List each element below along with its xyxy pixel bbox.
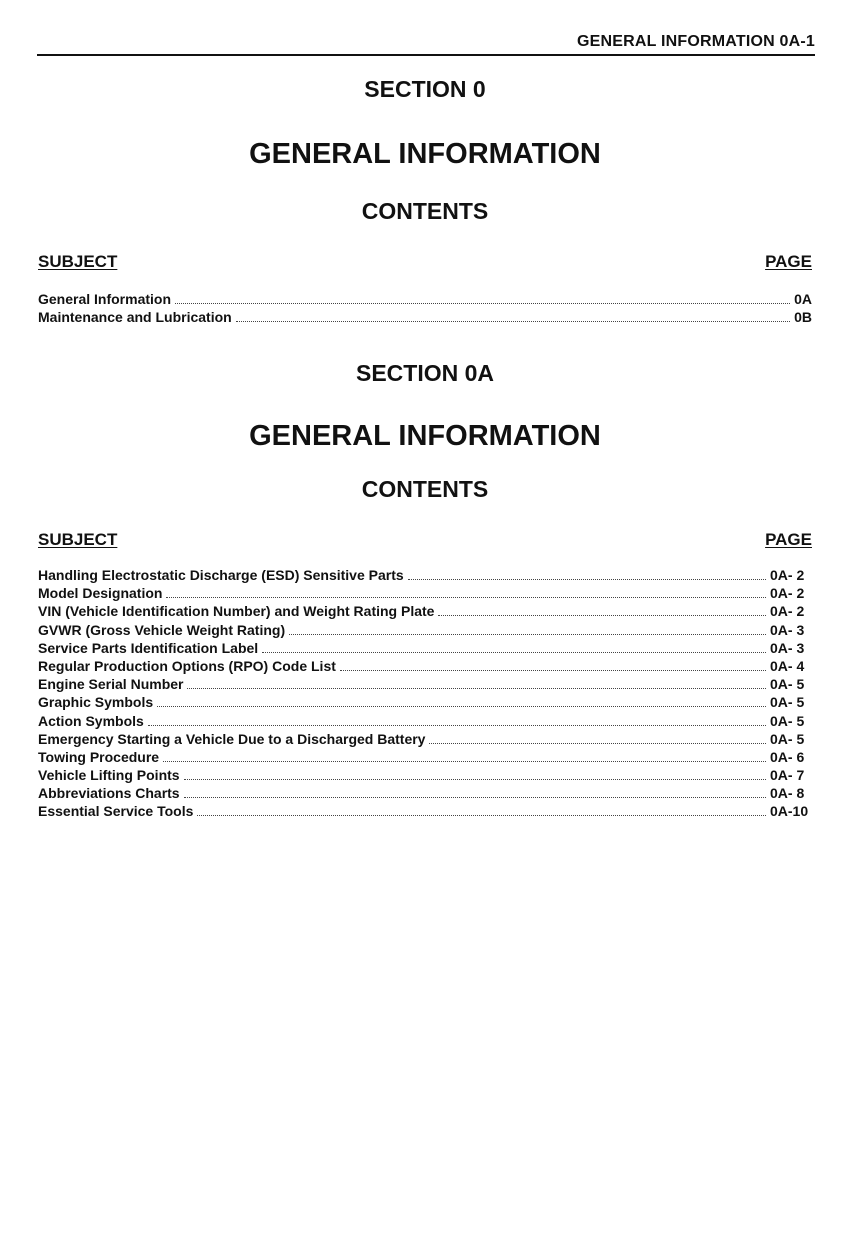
toc-entry-page: 0A- 2 xyxy=(770,603,805,620)
toc-entry-subject: Model Designation xyxy=(38,585,163,602)
toc-entry-page: 0A- 3 xyxy=(770,639,805,656)
toc-entry-page: 0A- 2 xyxy=(770,567,805,583)
dot-leader xyxy=(175,303,790,304)
toc-entry-page: 0B xyxy=(794,309,812,326)
dot-leader xyxy=(184,779,766,780)
dot-leader xyxy=(262,652,766,653)
toc-entry-subject: Graphic Symbols xyxy=(38,694,154,711)
toc-entry-subject: Engine Serial Number xyxy=(38,676,184,693)
contents-label: CONTENTS xyxy=(361,476,489,502)
toc-entry-subject: Maintenance and Lubrication xyxy=(38,309,232,326)
toc-entry-page: 0A-10 xyxy=(770,803,809,820)
dot-leader xyxy=(187,688,766,689)
dot-leader xyxy=(163,761,766,762)
toc-entry-page: 0A- 5 xyxy=(770,694,805,711)
toc-entry-page: 0A- 5 xyxy=(770,676,805,693)
toc-entry xyxy=(38,602,812,620)
toc-entry xyxy=(38,675,812,693)
dot-leader xyxy=(197,815,766,816)
dot-leader xyxy=(408,579,766,580)
toc-entry-subject: Vehicle Lifting Points xyxy=(38,767,180,784)
section-label: SECTION 0 xyxy=(364,76,486,102)
subject-heading: SUBJECT xyxy=(38,530,118,549)
toc-entry-subject: Handling Electrostatic Discharge (ESD) Sensitive Parts xyxy=(38,567,404,583)
running-header: GENERAL INFORMATION 0A-1 xyxy=(577,33,815,50)
toc-entry-page: 0A- 3 xyxy=(770,621,805,638)
toc-entry xyxy=(38,639,812,657)
toc-entry xyxy=(38,693,812,711)
toc-entry xyxy=(38,712,812,730)
subject-heading: SUBJECT xyxy=(38,252,118,271)
toc-entry xyxy=(38,730,812,748)
dot-leader xyxy=(236,321,790,322)
header-rule xyxy=(37,54,815,56)
toc-entry-page: 0A- 7 xyxy=(770,767,805,784)
toc-list xyxy=(38,290,812,326)
dot-leader xyxy=(166,597,766,598)
page-heading: PAGE xyxy=(765,530,812,549)
toc-entry-subject: Regular Production Options (RPO) Code List xyxy=(38,657,336,674)
section-0a xyxy=(38,360,812,821)
toc-entry xyxy=(38,566,812,584)
toc-entry-subject: GVWR (Gross Vehicle Weight Rating) xyxy=(38,621,286,638)
toc-entry-page: 0A- 5 xyxy=(770,730,805,747)
toc-entry-subject: Action Symbols xyxy=(38,712,144,729)
toc-entry-subject: Towing Procedure xyxy=(38,748,160,765)
toc-entry-page: 0A xyxy=(794,291,812,307)
toc-entry xyxy=(38,748,812,766)
toc-entry xyxy=(38,766,812,784)
toc-entry xyxy=(38,802,812,820)
toc-entry-subject: VIN (Vehicle Identification Number) and Weight Rating Plate xyxy=(38,603,435,620)
toc-entry xyxy=(38,308,812,326)
section-title: GENERAL INFORMATION xyxy=(249,420,601,452)
toc-entry-subject: General Information xyxy=(38,291,172,307)
toc-entry-page: 0A- 2 xyxy=(770,585,805,602)
dot-leader xyxy=(184,797,766,798)
dot-leader xyxy=(429,743,766,744)
toc-entry xyxy=(38,621,812,639)
dot-leader xyxy=(289,634,766,635)
dot-leader xyxy=(157,706,766,707)
column-headings xyxy=(38,530,812,552)
toc-entry-subject: Abbreviations Charts xyxy=(38,785,180,802)
toc-entry-page: 0A- 8 xyxy=(770,785,805,802)
toc-entry xyxy=(38,784,812,802)
toc-entry-subject: Essential Service Tools xyxy=(38,803,194,820)
toc-list xyxy=(38,566,812,821)
section-0 xyxy=(38,76,812,326)
dot-leader xyxy=(148,725,766,726)
dot-leader xyxy=(340,670,766,671)
section-title: GENERAL INFORMATION xyxy=(249,138,601,170)
contents-label: CONTENTS xyxy=(361,198,489,224)
toc-entry-page: 0A- 5 xyxy=(770,712,805,729)
toc-entry-subject: Service Parts Identification Label xyxy=(38,639,259,656)
toc-entry-subject: Emergency Starting a Vehicle Due to a Discharged Battery xyxy=(38,730,426,747)
section-label: SECTION 0A xyxy=(355,360,495,386)
toc-entry xyxy=(38,584,812,602)
toc-entry xyxy=(38,657,812,675)
toc-entry-page: 0A- 6 xyxy=(770,748,805,765)
toc-entry-page: 0A- 4 xyxy=(770,657,805,674)
column-headings xyxy=(38,252,812,274)
toc-entry xyxy=(38,290,812,308)
dot-leader xyxy=(438,615,766,616)
page-heading: PAGE xyxy=(765,252,812,271)
